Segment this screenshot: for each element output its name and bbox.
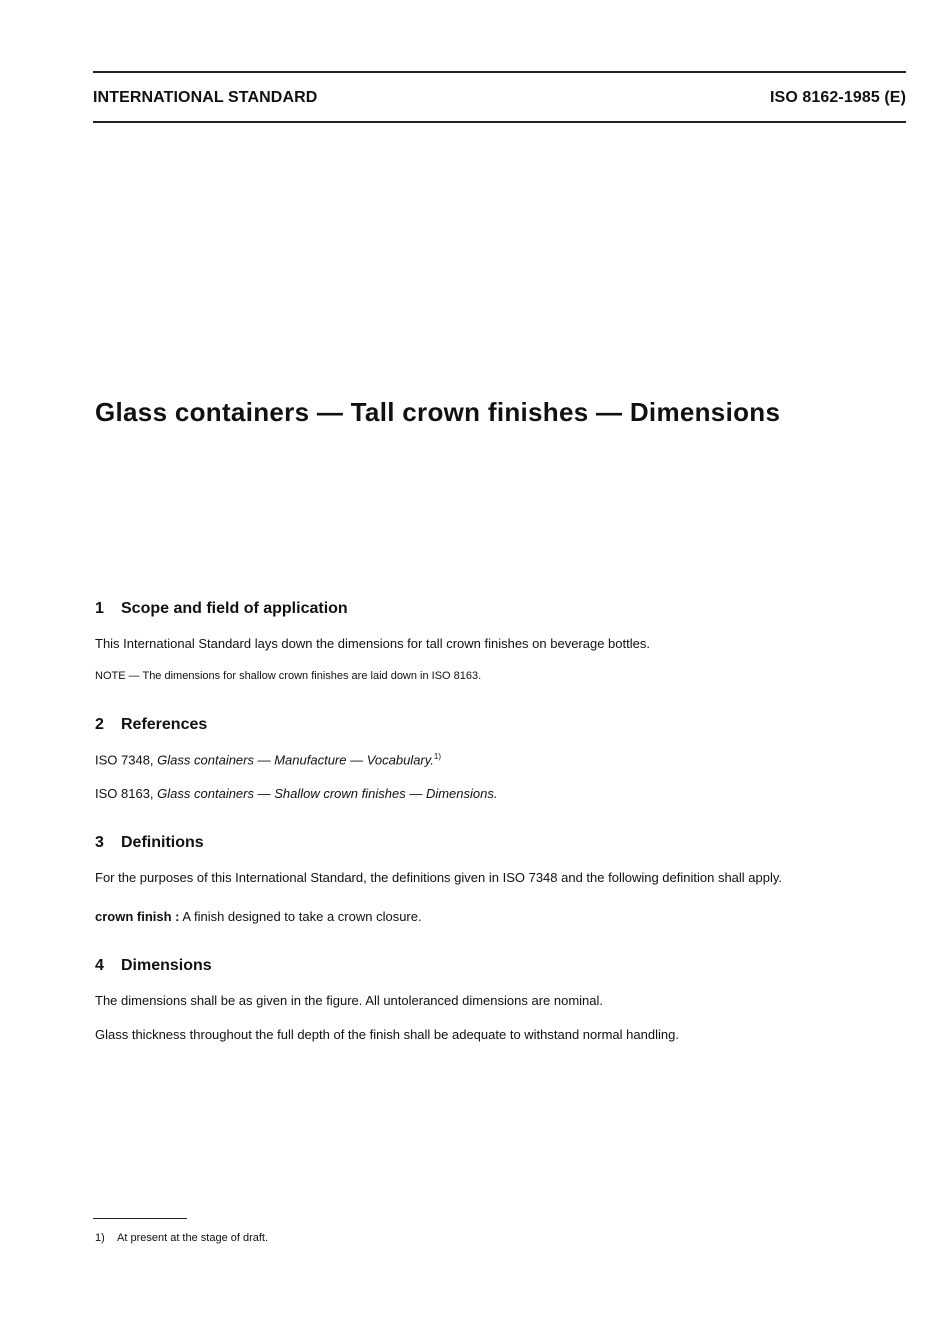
section-1-heading <box>95 600 348 618</box>
scope-note: NOTE — The dimensions for shallow crown finishes are laid down in ISO 8163. <box>95 670 482 682</box>
section-3-heading <box>95 834 204 852</box>
definition-term: crown finish : <box>95 909 180 924</box>
reference-title: Glass containers — Shallow crown finishes — Dimensions. <box>157 786 498 801</box>
section-4-heading <box>95 957 212 975</box>
dimensions-paragraph-2: Glass thickness throughout the full depth of the finish shall be adequate to withstand normal handling. <box>95 1027 679 1042</box>
section-title: References <box>121 716 208 733</box>
section-number: 4 <box>95 957 104 974</box>
page-title: Glass containers — Tall crown finishes — Dimensions <box>95 397 781 427</box>
header-standard-type: INTERNATIONAL STANDARD <box>93 89 318 106</box>
header-top-rule <box>93 71 906 73</box>
section-number: 1 <box>95 600 104 617</box>
section-2-heading <box>95 716 207 734</box>
section-title: Dimensions <box>121 957 212 974</box>
footnote-number: 1) <box>95 1232 105 1244</box>
section-number: 2 <box>95 716 104 733</box>
scope-paragraph: This International Standard lays down the dimensions for tall crown finishes on beverage bottles. <box>95 636 650 651</box>
header-standard-number: ISO 8162-1985 (E) <box>770 89 906 106</box>
section-title: Definitions <box>121 834 204 851</box>
reference-code: ISO 8163, <box>95 786 154 801</box>
footnote-text: At present at the stage of draft. <box>117 1232 269 1244</box>
footnote <box>95 1232 268 1244</box>
footnote-rule <box>93 1218 187 1219</box>
reference-title: Glass containers — Manufacture — Vocabulary. <box>157 752 434 768</box>
section-title: Scope and field of application <box>121 600 348 617</box>
reference-code: ISO 7348, <box>95 752 154 768</box>
reference-item <box>95 752 441 767</box>
header-bottom-rule <box>93 121 906 123</box>
reference-item <box>95 786 497 801</box>
definitions-paragraph: For the purposes of this International Standard, the definitions given in ISO 7348 and the following definition shall apply. <box>95 870 783 885</box>
definition-entry <box>95 909 422 924</box>
section-number: 3 <box>95 834 104 851</box>
footnote-marker[interactable]: 1) <box>433 752 442 761</box>
dimensions-paragraph-1: The dimensions shall be as given in the figure. All untoleranced dimensions are nominal. <box>95 993 604 1008</box>
definition-text: A finish designed to take a crown closure. <box>182 909 422 924</box>
